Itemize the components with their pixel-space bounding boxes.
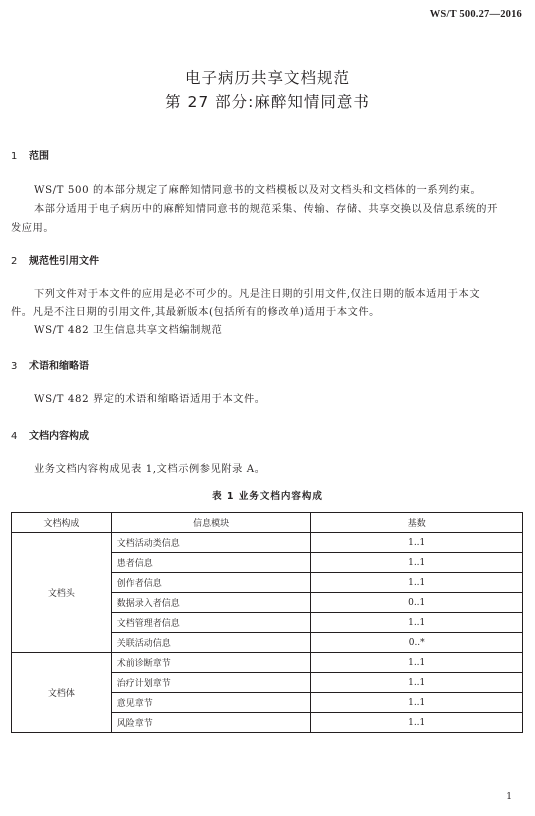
section-1-number: 1 xyxy=(11,151,18,162)
header-doc-code: WS/T 500.27—2016 xyxy=(429,9,522,20)
table-header-row xyxy=(12,513,523,533)
section-2-number: 2 xyxy=(11,256,18,267)
col-header-cardinality: 基数 xyxy=(311,513,523,533)
cardinality-cell: 1..1 xyxy=(311,613,523,633)
page-number: 1 xyxy=(506,792,512,802)
paragraph: WS/T 500 的本部分规定了麻醉知情同意书的文档模板以及对文档头和文档体的一系列约束。 xyxy=(34,185,482,196)
table-caption: 表 1 业务文档内容构成 xyxy=(212,491,323,502)
module-cell: 意见章节 xyxy=(111,693,311,713)
module-cell: 关联活动信息 xyxy=(111,633,311,653)
module-cell: 创作者信息 xyxy=(111,573,311,593)
paragraph: WS/T 482 界定的术语和缩略语适用于本文件。 xyxy=(34,394,266,405)
cardinality-cell: 0..* xyxy=(311,633,523,653)
section-3-title: 术语和缩略语 xyxy=(29,361,89,372)
section-3-heading xyxy=(11,357,89,372)
module-cell: 数据录入者信息 xyxy=(111,593,311,613)
col-header-composition: 文档构成 xyxy=(12,513,112,533)
group-document-body: 文档体 xyxy=(12,653,112,733)
cardinality-cell: 1..1 xyxy=(311,553,523,573)
cardinality-cell: 1..1 xyxy=(311,713,523,733)
section-1-title: 范围 xyxy=(29,151,49,162)
module-cell: 文档活动类信息 xyxy=(111,533,311,553)
content-table xyxy=(11,512,523,733)
module-cell: 风险章节 xyxy=(111,713,311,733)
module-cell: 术前诊断章节 xyxy=(111,653,311,673)
module-cell: 患者信息 xyxy=(111,553,311,573)
cardinality-cell: 1..1 xyxy=(311,573,523,593)
paragraph: 本部分适用于电子病历中的麻醉知情同意书的规范采集、传输、存储、共享交换以及信息系统的开 xyxy=(34,204,498,215)
cardinality-cell: 1..1 xyxy=(311,673,523,693)
module-cell: 文档管理者信息 xyxy=(111,613,311,633)
group-document-header: 文档头 xyxy=(12,533,112,653)
paragraph: 发应用。 xyxy=(11,223,55,234)
cardinality-cell: 1..1 xyxy=(311,533,523,553)
section-4-title: 文档内容构成 xyxy=(29,431,89,442)
section-2-heading xyxy=(11,252,99,267)
col-header-module: 信息模块 xyxy=(111,513,311,533)
section-1-heading xyxy=(11,147,49,162)
section-2-title: 规范性引用文件 xyxy=(29,256,99,267)
reference-item: WS/T 482 卫生信息共享文档编制规范 xyxy=(34,325,223,336)
paragraph: 件。凡是不注日期的引用文件,其最新版本(包括所有的修改单)适用于本文件。 xyxy=(11,307,380,318)
paragraph: 下列文件对于本文件的应用是必不可少的。凡是注日期的引用文件,仅注日期的版本适用于本文 xyxy=(34,289,481,300)
section-4-number: 4 xyxy=(11,431,18,442)
cardinality-cell: 0..1 xyxy=(311,593,523,613)
doc-title-line2: 第 27 部分:麻醉知情同意书 xyxy=(165,93,370,111)
table-row xyxy=(12,533,523,553)
section-4-heading xyxy=(11,427,89,442)
section-3-number: 3 xyxy=(11,361,18,372)
table-row xyxy=(12,653,523,673)
cardinality-cell: 1..1 xyxy=(311,653,523,673)
paragraph: 业务文档内容构成见表 1,文档示例参见附录 A。 xyxy=(34,464,266,475)
module-cell: 治疗计划章节 xyxy=(111,673,311,693)
cardinality-cell: 1..1 xyxy=(311,693,523,713)
doc-title-line1: 电子病历共享文档规范 xyxy=(184,69,350,87)
